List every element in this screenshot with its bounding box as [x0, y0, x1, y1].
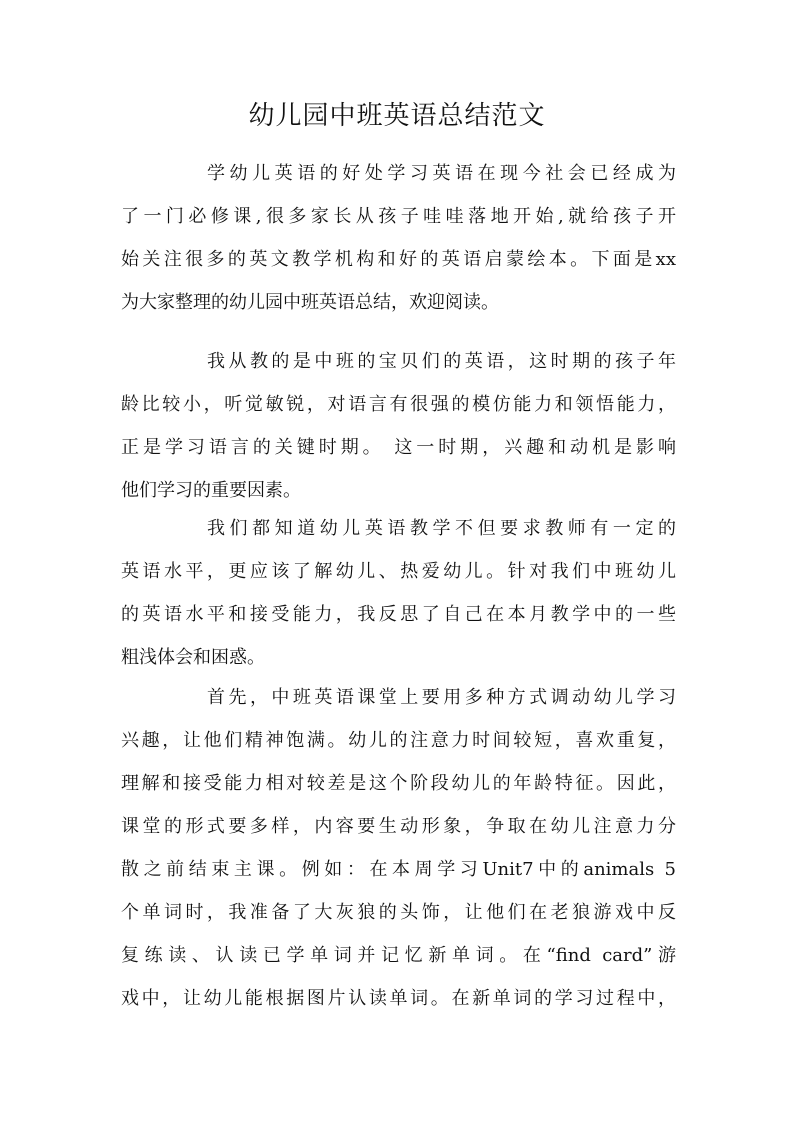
paragraph-line: 他们学习的重要因素。 — [121, 480, 301, 501]
paragraph-4 — [121, 676, 676, 1020]
paragraph-line: 的英语水平和接受能力，我反思了自己在本月教学中的一些 — [121, 604, 676, 625]
paragraph-3 — [121, 507, 676, 679]
paragraph-line: 首先，中班英语课堂上要用多种方式调动幼儿学习 — [207, 687, 676, 708]
paragraph-line: 粗浅体会和困惑。 — [121, 647, 265, 668]
paragraph-line: 我从教的是中班的宝贝们的英语，这时期的孩子年 — [207, 351, 676, 372]
paragraph-line: 学幼儿英语的好处学习英语在现今社会已经成为 — [207, 163, 676, 184]
paragraph-line: 戏中，让幼儿能根据图片认读单词。在新单词的学习过程中， — [121, 988, 676, 1009]
document-title: 幼儿园中班英语总结范文 — [248, 101, 546, 131]
paragraph-line: 龄比较小，听觉敏锐，对语言有很强的模仿能力和领悟能力， — [121, 394, 676, 415]
paragraph-line: 个单词时，我准备了大灰狼的头饰，让他们在老狼游戏中反 — [121, 902, 676, 923]
paragraph-line: 课堂的形式要多样，内容要生动形象，争取在幼儿注意力分 — [121, 816, 676, 837]
paragraph-line: 英语水平，更应该了解幼儿、热爱幼儿。针对我们中班幼儿 — [121, 561, 676, 582]
paragraph-line: 了一门必修课,很多家长从孩子哇哇落地开始,就给孩子开 — [121, 206, 676, 227]
paragraph-line: 我们都知道幼儿英语教学不但要求教师有一定的 — [207, 518, 676, 539]
paragraph-line: 正是学习语言的关键时期。 这一时期，兴趣和动机是影响 — [121, 437, 676, 458]
paragraph-line: 为大家整理的幼儿园中班英语总结，欢迎阅读。 — [121, 292, 499, 313]
paragraph-line: 兴趣，让他们精神饱满。幼儿的注意力时间较短，喜欢重复， — [121, 730, 676, 751]
paragraph-line: 散之前结束主课。例如：在本周学习Unit7中的animals 5 — [121, 859, 676, 880]
paragraph-line: 理解和接受能力相对较差是这个阶段幼儿的年龄特征。因此， — [121, 773, 676, 794]
paragraph-2 — [121, 340, 676, 512]
paragraph-1 — [121, 152, 676, 324]
paragraph-line: 复练读、认读已学单词并记忆新单词。在“find card”游 — [121, 945, 676, 966]
paragraph-line: 始关注很多的英文教学机构和好的英语启蒙绘本。下面是xx — [121, 249, 676, 270]
